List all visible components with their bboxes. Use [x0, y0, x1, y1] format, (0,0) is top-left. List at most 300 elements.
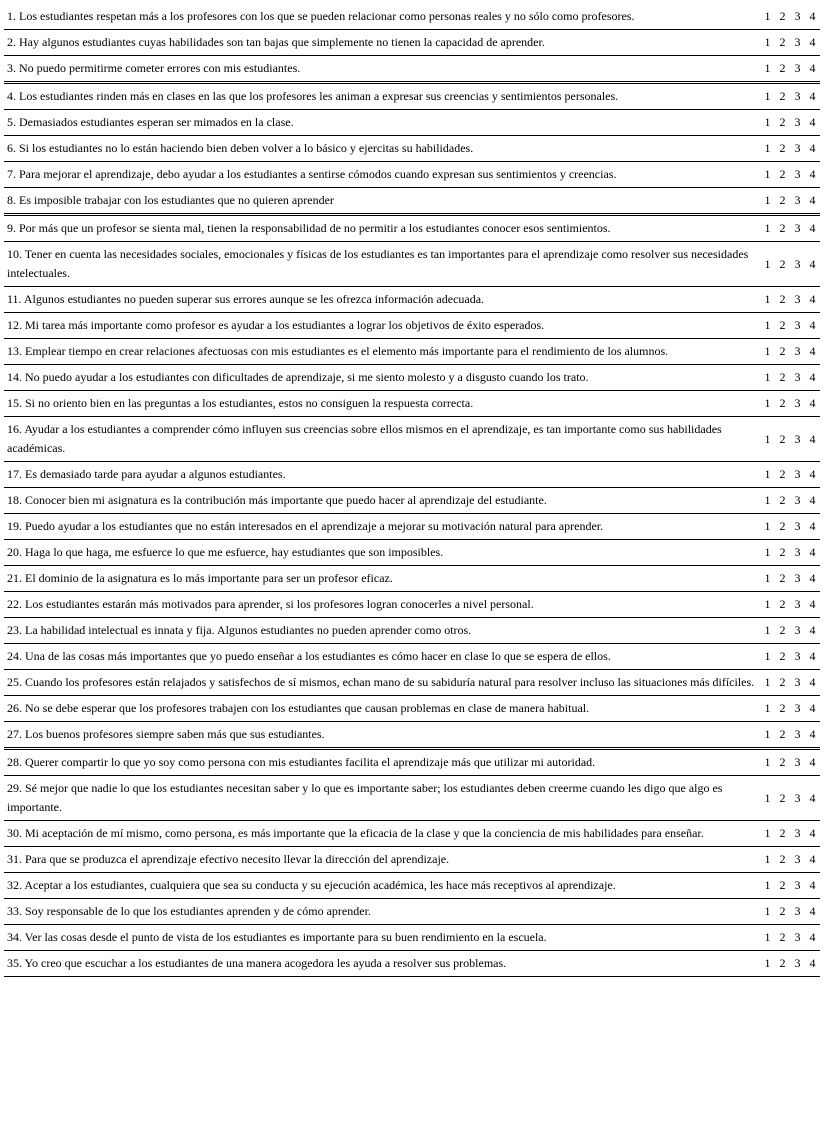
rating-option-1[interactable] [760, 925, 775, 951]
rating-option-label: 1 [764, 956, 771, 970]
rating-option-label: 3 [794, 221, 801, 235]
rating-option-label: 2 [779, 35, 786, 49]
rating-option-label: 2 [779, 292, 786, 306]
rating-option-label: 1 [764, 727, 771, 741]
rating-option-3[interactable] [790, 287, 805, 313]
rating-option-label: 2 [779, 545, 786, 559]
rating-option-2[interactable] [775, 56, 790, 83]
rating-option-1[interactable] [760, 365, 775, 391]
rating-option-label: 3 [794, 755, 801, 769]
survey-item-statement: 12. Mi tarea más importante como profesor es ayudar a los estudiantes a lograr los objetivos de éxito esperados. [4, 313, 760, 339]
rating-option-label: 2 [779, 141, 786, 155]
survey-item-row [4, 30, 820, 56]
rating-option-label: 2 [779, 493, 786, 507]
survey-item-statement: 32. Aceptar a los estudiantes, cualquiera que sea su conducta y su ejecución académica, les hace más receptivos al aprendizaje. [4, 873, 760, 899]
rating-option-3[interactable] [790, 417, 805, 462]
rating-option-1[interactable] [760, 4, 775, 30]
survey-body [4, 4, 820, 977]
rating-option-1[interactable] [760, 287, 775, 313]
rating-option-label: 4 [809, 431, 816, 446]
rating-option-4[interactable] [805, 136, 820, 162]
rating-option-2[interactable] [775, 162, 790, 188]
rating-option-3[interactable] [790, 188, 805, 215]
rating-option-3[interactable] [790, 242, 805, 287]
survey-item-row [4, 188, 820, 215]
rating-option-2[interactable] [775, 540, 790, 566]
rating-option-label: 2 [779, 852, 786, 866]
survey-item-statement: 1. Los estudiantes respetan más a los profesores con los que se pueden relacionar como personas reales y no sólo como profesores. [4, 4, 760, 30]
rating-option-label: 2 [779, 675, 786, 689]
survey-item-statement: 11. Algunos estudiantes no pueden superar sus errores aunque se les ofrezca información adecuada. [4, 287, 760, 313]
rating-option-label: 1 [764, 790, 771, 805]
rating-option-1[interactable] [760, 776, 775, 821]
survey-item-row [4, 644, 820, 670]
survey-item-row [4, 566, 820, 592]
survey-item-statement: 34. Ver las cosas desde el punto de vista de los estudiantes es importante para su buen rendimiento en la escuela. [4, 925, 760, 951]
rating-option-label: 4 [809, 571, 816, 585]
rating-option-2[interactable] [775, 696, 790, 722]
rating-option-label: 4 [809, 167, 816, 181]
rating-option-2[interactable] [775, 925, 790, 951]
rating-option-label: 4 [809, 956, 816, 970]
rating-option-4[interactable] [805, 951, 820, 977]
survey-item-statement: 3. No puedo permitirme cometer errores con mis estudiantes. [4, 56, 760, 83]
rating-option-3[interactable] [790, 722, 805, 749]
rating-option-2[interactable] [775, 749, 790, 776]
rating-option-label: 1 [764, 597, 771, 611]
rating-option-label: 1 [764, 493, 771, 507]
rating-option-label: 2 [779, 701, 786, 715]
rating-option-1[interactable] [760, 540, 775, 566]
rating-option-1[interactable] [760, 242, 775, 287]
rating-option-label: 3 [794, 493, 801, 507]
rating-option-label: 3 [794, 61, 801, 75]
rating-option-1[interactable] [760, 696, 775, 722]
survey-item-row [4, 776, 820, 821]
rating-option-label: 1 [764, 9, 771, 23]
rating-option-label: 1 [764, 344, 771, 358]
rating-option-label: 3 [794, 701, 801, 715]
rating-option-1[interactable] [760, 873, 775, 899]
rating-option-1[interactable] [760, 462, 775, 488]
rating-option-1[interactable] [760, 618, 775, 644]
rating-option-1[interactable] [760, 821, 775, 847]
rating-option-label: 2 [779, 256, 786, 271]
rating-option-label: 1 [764, 167, 771, 181]
survey-item-row [4, 488, 820, 514]
rating-option-1[interactable] [760, 136, 775, 162]
rating-option-4[interactable] [805, 873, 820, 899]
rating-option-label: 1 [764, 89, 771, 103]
rating-option-3[interactable] [790, 56, 805, 83]
rating-option-1[interactable] [760, 162, 775, 188]
rating-option-label: 4 [809, 115, 816, 129]
rating-option-2[interactable] [775, 110, 790, 136]
rating-option-2[interactable] [775, 188, 790, 215]
rating-option-3[interactable] [790, 566, 805, 592]
rating-option-3[interactable] [790, 873, 805, 899]
rating-option-2[interactable] [775, 873, 790, 899]
rating-option-label: 3 [794, 571, 801, 585]
rating-option-3[interactable] [790, 618, 805, 644]
rating-option-label: 3 [794, 431, 801, 446]
rating-option-3[interactable] [790, 847, 805, 873]
rating-option-3[interactable] [790, 83, 805, 110]
survey-item-statement: 15. Si no oriento bien en las preguntas a los estudiantes, estos no consiguen la respuesta correcta. [4, 391, 760, 417]
rating-option-label: 3 [794, 790, 801, 805]
survey-item-row [4, 540, 820, 566]
survey-item-statement: 28. Querer compartir lo que yo soy como persona con mis estudiantes facilita el aprendizaje más que utilizar mi autoridad. [4, 749, 760, 776]
rating-option-label: 4 [809, 467, 816, 481]
survey-item-statement: 19. Puedo ayudar a los estudiantes que no están interesados en el aprendizaje a mejorar su motivación natural para aprender. [4, 514, 760, 540]
rating-option-4[interactable] [805, 925, 820, 951]
rating-option-label: 3 [794, 878, 801, 892]
survey-item-row [4, 215, 820, 242]
rating-option-label: 3 [794, 344, 801, 358]
rating-option-4[interactable] [805, 4, 820, 30]
rating-option-1[interactable] [760, 722, 775, 749]
rating-option-label: 4 [809, 35, 816, 49]
rating-option-label: 3 [794, 370, 801, 384]
rating-option-label: 1 [764, 61, 771, 75]
survey-item-statement: 2. Hay algunos estudiantes cuyas habilidades son tan bajas que simplemente no tienen la capacidad de aprender. [4, 30, 760, 56]
rating-option-1[interactable] [760, 56, 775, 83]
rating-option-label: 4 [809, 221, 816, 235]
rating-option-label: 1 [764, 292, 771, 306]
rating-option-3[interactable] [790, 215, 805, 242]
rating-option-2[interactable] [775, 722, 790, 749]
rating-option-label: 4 [809, 545, 816, 559]
rating-option-1[interactable] [760, 566, 775, 592]
survey-item-statement: 18. Conocer bien mi asignatura es la contribución más importante que puedo hacer al aprendizaje del estudiante. [4, 488, 760, 514]
rating-option-1[interactable] [760, 339, 775, 365]
survey-table [4, 4, 820, 977]
rating-option-2[interactable] [775, 339, 790, 365]
rating-option-3[interactable] [790, 696, 805, 722]
rating-option-3[interactable] [790, 110, 805, 136]
rating-option-4[interactable] [805, 899, 820, 925]
rating-option-label: 2 [779, 956, 786, 970]
rating-option-4[interactable] [805, 566, 820, 592]
rating-option-1[interactable] [760, 592, 775, 618]
rating-option-label: 3 [794, 9, 801, 23]
rating-option-label: 3 [794, 956, 801, 970]
survey-item-row [4, 56, 820, 83]
rating-option-2[interactable] [775, 4, 790, 30]
rating-option-3[interactable] [790, 162, 805, 188]
rating-option-1[interactable] [760, 847, 775, 873]
rating-option-label: 1 [764, 623, 771, 637]
rating-option-2[interactable] [775, 417, 790, 462]
rating-option-2[interactable] [775, 313, 790, 339]
rating-option-label: 2 [779, 431, 786, 446]
rating-option-label: 2 [779, 193, 786, 207]
rating-option-label: 3 [794, 256, 801, 271]
rating-option-4[interactable] [805, 83, 820, 110]
survey-item-statement: 25. Cuando los profesores están relajados y satisfechos de sí mismos, echan mano de su sabiduría natural para resolver incluso las situaciones más difíciles. [4, 670, 760, 696]
survey-item-row [4, 287, 820, 313]
rating-option-label: 4 [809, 852, 816, 866]
rating-option-2[interactable] [775, 776, 790, 821]
rating-option-4[interactable] [805, 618, 820, 644]
rating-option-2[interactable] [775, 644, 790, 670]
rating-option-4[interactable] [805, 696, 820, 722]
rating-option-label: 4 [809, 930, 816, 944]
rating-option-4[interactable] [805, 821, 820, 847]
rating-option-2[interactable] [775, 951, 790, 977]
rating-option-label: 3 [794, 597, 801, 611]
rating-option-4[interactable] [805, 749, 820, 776]
rating-option-3[interactable] [790, 313, 805, 339]
rating-option-2[interactable] [775, 287, 790, 313]
rating-option-label: 4 [809, 141, 816, 155]
rating-option-label: 2 [779, 727, 786, 741]
rating-option-2[interactable] [775, 566, 790, 592]
rating-option-3[interactable] [790, 365, 805, 391]
rating-option-label: 4 [809, 790, 816, 805]
rating-option-3[interactable] [790, 776, 805, 821]
rating-option-label: 2 [779, 597, 786, 611]
rating-option-4[interactable] [805, 56, 820, 83]
rating-option-3[interactable] [790, 644, 805, 670]
rating-option-label: 2 [779, 396, 786, 410]
survey-item-row [4, 313, 820, 339]
rating-option-4[interactable] [805, 365, 820, 391]
rating-option-1[interactable] [760, 670, 775, 696]
rating-option-1[interactable] [760, 951, 775, 977]
rating-option-1[interactable] [760, 749, 775, 776]
rating-option-1[interactable] [760, 188, 775, 215]
survey-item-statement: 29. Sé mejor que nadie lo que los estudiantes necesitan saber y lo que es importante saber; los estudiantes deben creerme cuando les digo que algo es importante. [4, 776, 760, 821]
rating-option-label: 3 [794, 292, 801, 306]
rating-option-label: 3 [794, 318, 801, 332]
rating-option-label: 1 [764, 904, 771, 918]
rating-option-1[interactable] [760, 899, 775, 925]
rating-option-label: 3 [794, 727, 801, 741]
rating-option-1[interactable] [760, 83, 775, 110]
rating-option-label: 1 [764, 370, 771, 384]
rating-option-4[interactable] [805, 215, 820, 242]
rating-option-label: 3 [794, 35, 801, 49]
rating-option-label: 2 [779, 571, 786, 585]
survey-item-row [4, 821, 820, 847]
survey-item-row [4, 670, 820, 696]
rating-option-2[interactable] [775, 136, 790, 162]
rating-option-4[interactable] [805, 313, 820, 339]
survey-item-row [4, 83, 820, 110]
rating-option-label: 2 [779, 467, 786, 481]
survey-item-row [4, 749, 820, 776]
rating-option-label: 4 [809, 904, 816, 918]
rating-option-2[interactable] [775, 83, 790, 110]
rating-option-2[interactable] [775, 899, 790, 925]
survey-item-statement: 26. No se debe esperar que los profesores trabajen con los estudiantes que causan problemas en clase de manera habitual. [4, 696, 760, 722]
rating-option-3[interactable] [790, 136, 805, 162]
survey-item-statement: 6. Si los estudiantes no lo están haciendo bien deben volver a lo básico y ejercitas su habilidades. [4, 136, 760, 162]
rating-option-3[interactable] [790, 951, 805, 977]
rating-option-3[interactable] [790, 4, 805, 30]
rating-option-label: 1 [764, 467, 771, 481]
rating-option-label: 4 [809, 675, 816, 689]
rating-option-label: 2 [779, 61, 786, 75]
rating-option-2[interactable] [775, 215, 790, 242]
rating-option-4[interactable] [805, 722, 820, 749]
rating-option-4[interactable] [805, 488, 820, 514]
rating-option-label: 1 [764, 649, 771, 663]
rating-option-4[interactable] [805, 462, 820, 488]
rating-option-4[interactable] [805, 110, 820, 136]
rating-option-1[interactable] [760, 644, 775, 670]
rating-option-3[interactable] [790, 540, 805, 566]
rating-option-label: 4 [809, 370, 816, 384]
rating-option-label: 4 [809, 755, 816, 769]
rating-option-label: 3 [794, 167, 801, 181]
rating-option-label: 1 [764, 930, 771, 944]
rating-option-label: 2 [779, 826, 786, 840]
rating-option-3[interactable] [790, 925, 805, 951]
rating-option-3[interactable] [790, 488, 805, 514]
rating-option-4[interactable] [805, 417, 820, 462]
survey-item-row [4, 722, 820, 749]
rating-option-label: 1 [764, 35, 771, 49]
rating-option-1[interactable] [760, 514, 775, 540]
rating-option-label: 4 [809, 396, 816, 410]
rating-option-label: 1 [764, 852, 771, 866]
rating-option-label: 4 [809, 623, 816, 637]
rating-option-1[interactable] [760, 110, 775, 136]
rating-option-4[interactable] [805, 391, 820, 417]
rating-option-4[interactable] [805, 188, 820, 215]
rating-option-label: 4 [809, 826, 816, 840]
rating-option-4[interactable] [805, 847, 820, 873]
rating-option-1[interactable] [760, 215, 775, 242]
rating-option-2[interactable] [775, 514, 790, 540]
rating-option-2[interactable] [775, 30, 790, 56]
survey-item-row [4, 417, 820, 462]
survey-sheet [4, 4, 820, 977]
rating-option-label: 4 [809, 649, 816, 663]
survey-item-statement: 16. Ayudar a los estudiantes a comprender cómo influyen sus creencias sobre ellos mismos en el aprendizaje, es tan importante como sus habilidades académicas. [4, 417, 760, 462]
survey-item-statement: 20. Haga lo que haga, me esfuerce lo que me esfuerce, hay estudiantes que son imposibles. [4, 540, 760, 566]
rating-option-label: 4 [809, 318, 816, 332]
survey-item-statement: 7. Para mejorar el aprendizaje, debo ayudar a los estudiantes a sentirse cómodos cuando expresan sus sentimientos y creencias. [4, 162, 760, 188]
rating-option-label: 4 [809, 193, 816, 207]
rating-option-3[interactable] [790, 30, 805, 56]
rating-option-4[interactable] [805, 30, 820, 56]
rating-option-2[interactable] [775, 462, 790, 488]
survey-item-row [4, 847, 820, 873]
rating-option-label: 4 [809, 519, 816, 533]
rating-option-2[interactable] [775, 618, 790, 644]
rating-option-3[interactable] [790, 339, 805, 365]
rating-option-4[interactable] [805, 776, 820, 821]
rating-option-label: 2 [779, 370, 786, 384]
survey-item-row [4, 696, 820, 722]
rating-option-label: 3 [794, 852, 801, 866]
survey-item-statement: 5. Demasiados estudiantes esperan ser mimados en la clase. [4, 110, 760, 136]
survey-item-row [4, 951, 820, 977]
rating-option-2[interactable] [775, 821, 790, 847]
survey-item-statement: 31. Para que se produzca el aprendizaje efectivo necesito llevar la dirección del aprendizaje. [4, 847, 760, 873]
rating-option-2[interactable] [775, 670, 790, 696]
rating-option-4[interactable] [805, 242, 820, 287]
rating-option-1[interactable] [760, 30, 775, 56]
rating-option-3[interactable] [790, 514, 805, 540]
rating-option-2[interactable] [775, 488, 790, 514]
survey-item-statement: 9. Por más que un profesor se sienta mal, tienen la responsabilidad de no permitir a los estudiantes conocer esos sentimientos. [4, 215, 760, 242]
rating-option-label: 4 [809, 727, 816, 741]
rating-option-4[interactable] [805, 670, 820, 696]
rating-option-3[interactable] [790, 670, 805, 696]
rating-option-3[interactable] [790, 821, 805, 847]
rating-option-label: 2 [779, 89, 786, 103]
rating-option-label: 3 [794, 826, 801, 840]
rating-option-label: 2 [779, 167, 786, 181]
rating-option-3[interactable] [790, 749, 805, 776]
rating-option-label: 1 [764, 141, 771, 155]
rating-option-label: 1 [764, 431, 771, 446]
rating-option-4[interactable] [805, 644, 820, 670]
rating-option-label: 4 [809, 256, 816, 271]
survey-item-row [4, 136, 820, 162]
rating-option-1[interactable] [760, 488, 775, 514]
rating-option-4[interactable] [805, 339, 820, 365]
survey-item-statement: 33. Soy responsable de lo que los estudiantes aprenden y de cómo aprender. [4, 899, 760, 925]
rating-option-2[interactable] [775, 242, 790, 287]
survey-item-row [4, 618, 820, 644]
rating-option-label: 4 [809, 89, 816, 103]
rating-option-label: 3 [794, 467, 801, 481]
rating-option-label: 4 [809, 292, 816, 306]
rating-option-1[interactable] [760, 313, 775, 339]
rating-option-2[interactable] [775, 847, 790, 873]
rating-option-2[interactable] [775, 365, 790, 391]
rating-option-3[interactable] [790, 899, 805, 925]
survey-item-row [4, 462, 820, 488]
rating-option-label: 1 [764, 826, 771, 840]
rating-option-2[interactable] [775, 592, 790, 618]
survey-item-statement: 13. Emplear tiempo en crear relaciones afectuosas con mis estudiantes es el elemento más importante para el rendimiento de los alumnos. [4, 339, 760, 365]
rating-option-1[interactable] [760, 391, 775, 417]
rating-option-label: 3 [794, 649, 801, 663]
rating-option-label: 3 [794, 193, 801, 207]
rating-option-label: 2 [779, 115, 786, 129]
rating-option-2[interactable] [775, 391, 790, 417]
rating-option-label: 1 [764, 193, 771, 207]
survey-item-row [4, 4, 820, 30]
rating-option-label: 2 [779, 623, 786, 637]
rating-option-4[interactable] [805, 287, 820, 313]
rating-option-4[interactable] [805, 514, 820, 540]
rating-option-4[interactable] [805, 592, 820, 618]
rating-option-label: 1 [764, 221, 771, 235]
rating-option-3[interactable] [790, 391, 805, 417]
rating-option-3[interactable] [790, 462, 805, 488]
rating-option-label: 3 [794, 623, 801, 637]
rating-option-label: 1 [764, 256, 771, 271]
rating-option-4[interactable] [805, 540, 820, 566]
survey-item-row [4, 925, 820, 951]
rating-option-label: 2 [779, 344, 786, 358]
rating-option-label: 1 [764, 318, 771, 332]
rating-option-3[interactable] [790, 592, 805, 618]
rating-option-label: 3 [794, 519, 801, 533]
rating-option-1[interactable] [760, 417, 775, 462]
survey-item-statement: 10. Tener en cuenta las necesidades sociales, emocionales y físicas de los estudiantes es tan importantes para el aprendizaje como resolver sus necesidades intelectuales. [4, 242, 760, 287]
rating-option-4[interactable] [805, 162, 820, 188]
rating-option-label: 2 [779, 318, 786, 332]
rating-option-label: 4 [809, 61, 816, 75]
